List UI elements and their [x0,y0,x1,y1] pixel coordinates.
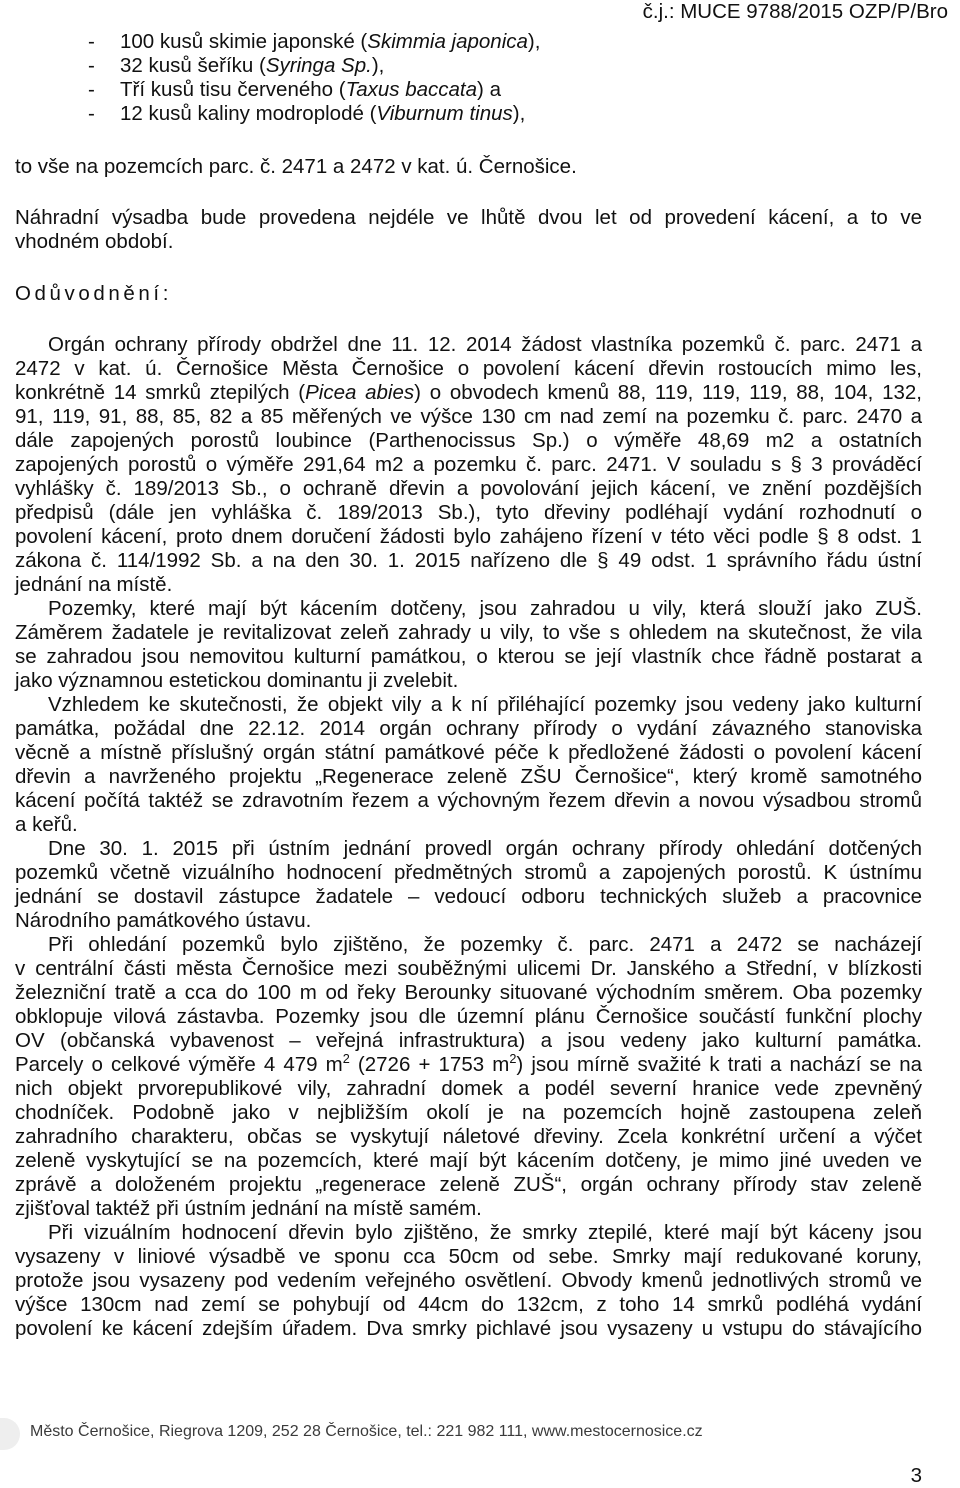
text-run: vysazeny v liniové výsadbě ve sponu cca 50cm od sebe. Smrky mají redukované koruny, [15,1245,922,1268]
text-run: 12 kusů kaliny modroplodé ( [120,102,377,125]
text-run: zprávě a doloženém projektu „regenerace zeleně ZUŠ“, orgán ochrany přírody stav zeleně [15,1173,922,1196]
text-run: ) a [477,78,501,101]
text-run: zahradního charakteru, občas se vyskytují náletové dřeviny. Zcela konkrétní určení a výčet [15,1125,922,1148]
replacement-planting-paragraph [15,206,922,254]
text-line [15,453,922,477]
footer-address: Město Černošice, Riegrova 1209, 252 28 Černošice, tel.: 221 982 111, www.mestocernosice.cz [30,1423,703,1440]
text-line [15,549,922,573]
text-line [15,230,922,254]
paragraph-heritage [15,693,922,837]
text-run: Při vizuálním hodnocení dřevin bylo zjištěno, že smrky ztepilé, které mají být káceny jsou [48,1221,922,1244]
text-run: povolení ke kácení zdejším úřadem. Dva smrky pichlavé jsou vysazeny u vstupu do stávajícího [15,1317,922,1340]
text-run: vyhlášky č. 189/2013 Sb., o ochraně dřevin a povolování jejich kácení, ve znění pozdějších [15,477,922,500]
text-line [15,957,922,981]
text-line [15,381,922,405]
text-run: nich objekt prvorepublikové vily, zahradní domek a podél severní hranice vede zpevněný [15,1077,922,1100]
text-line [15,621,922,645]
text-line [15,155,922,179]
text-run: ) o obvodech kmenů 88, 119, 119, 119, 88, 104, 132, [414,381,922,404]
text-line [15,693,922,717]
paragraph-hearing [15,837,922,933]
text-line [15,405,922,429]
text-line [15,1101,922,1125]
text-line [15,669,922,693]
text-line [15,525,922,549]
text-run: kácení počítá taktéž se zdravotním řezem a výchovným řezem dřevin a novou výsadbou stromů [15,789,922,812]
text-run: zákona č. 114/1992 Sb. a na den 30. 1. 2015 nařízeno dle § 49 odst. 1 správního řádu ústní [15,549,922,572]
plant-list-item [88,54,848,78]
text-line [15,477,922,501]
text-run: Parcely o celkové výměře 4 479 m [15,1053,343,1076]
text-run: ) jsou mírně svažité k trati a nachází se na [516,1053,922,1076]
text-line [15,1125,922,1149]
text-line [15,1317,922,1341]
superscript: 2 [509,1051,517,1067]
text-run: pozemků včetně vizuálního hodnocení předmětných stromů a zapojených porostů. K ústnímu [15,861,922,884]
text-line [15,981,922,1005]
text-run: předpisů (dále jen vyhláška č. 189/2013 Sb.), tyto dřeviny podléhají vydání rozhodnutí o [15,501,922,524]
text-line [15,429,922,453]
species-name: Picea abies [305,381,415,404]
text-line [15,1293,922,1317]
text-run: Národního památkového ústavu. [15,909,312,932]
paragraph-garden [15,597,922,693]
text-run: jednání se dostavil zástupce žadatele – vedoucí odboru technických služeb a pracovnice [15,885,922,908]
text-run: zapojených porostů o výměře 291,64 m2 a pozemku č. parc. 2471. V souladu s § 3 prováděcí [15,453,922,476]
text-run: zeleně vyskytující se na pozemcích, které mají být kácením dotčeny, je mimo jiné uveden ve [15,1149,922,1172]
text-line [15,1197,922,1221]
text-line [15,885,922,909]
text-run: Tří kusů tisu červeného ( [120,78,346,101]
location-note [15,155,922,179]
text-run: OV (občanská vybavenost – veřejná infrastruktura) a jsou vedeny jako kulturní památka. [15,1029,922,1052]
paragraph-tree-assessment [15,1221,922,1341]
species-name: Syringa Sp. [265,54,372,77]
plant-list-item [88,30,848,54]
text-run: Náhradní výsadba bude provedena nejdéle ve lhůtě dvou let od provedení kácení, a to ve [15,206,922,229]
text-run: zjišťoval taktéž při ústním jednání na místě samém. [15,1197,482,1220]
text-line [15,789,922,813]
text-line [15,933,922,957]
text-run: konkrétně 14 smrků ztepilých ( [15,381,306,404]
text-run: jako významnou estetickou dominantu ji zvelebit. [15,669,459,692]
text-run: Při ohledání pozemků bylo zjištěno, že pozemky č. parc. 2471 a 2472 se nacházejí [48,933,922,956]
text-run: 100 kusů skimie japonské ( [120,30,368,53]
text-line [15,1245,922,1269]
reference-number: č.j.: MUCE 9788/2015 OZP/P/Bro [642,0,948,23]
text-run: věcně a místně příslušný orgán státní památkové péče k předložené žádosti o povolení kácení [15,741,922,764]
superscript: 2 [342,1051,350,1067]
text-run: dále zapojených porostů loubince (Parthenocissus Sp.) o výměře 48,69 m2 a ostatních [15,429,922,452]
text-line [15,1029,922,1053]
species-name: Skimmia japonica [367,30,528,53]
text-run: (2726 + 1753 m [349,1053,510,1076]
text-run: chodníček. Podobně jako v nejbližším okolí je na pozemcích hojně zastoupena zeleň [15,1101,922,1124]
text-run: 2472 v kat. ú. Černošice Města Černošice o povolení kácení dřevin rostoucích mimo les, [15,357,922,380]
text-run: vhodném období. [15,230,174,253]
text-line [15,837,922,861]
text-line [15,597,922,621]
text-run: 32 kusů šeříku ( [120,54,266,77]
species-name: Taxus baccata [345,78,478,101]
text-run: jednání na místě. [15,573,173,596]
paragraph-application [15,333,922,597]
species-name: Viburnum tinus [376,102,513,125]
plant-list [88,30,848,126]
text-run: 91, 119, 91, 88, 85, 82 a 85 měřených ve výšce 130 cm nad zemí na pozemku č. parc. 2470 a [15,405,922,428]
text-line [15,1149,922,1173]
text-line [15,206,922,230]
text-line [15,1173,922,1197]
text-run: povolení kácení, proto dnem doručení žádosti bylo zahájeno řízení v této věci podle § 8 odst. 1 [15,525,922,548]
plant-list-item [88,78,848,102]
text-run: ), [527,30,541,53]
text-run: protože jsou vysazeny pod vedením veřejného osvětlení. Obvody kmenů jednotlivých stromů ve [15,1269,922,1292]
list-bullet: - [88,30,95,53]
text-run: to vše na pozemcích parc. č. 2471 a 2472 v kat. ú. Černošice. [15,155,577,178]
text-line [15,741,922,765]
text-run: výšce 130cm nad zemí se pohybují od 44cm do 132cm, z toho 14 smrků podléhá vydání [15,1293,922,1316]
text-run: a keřů. [15,813,78,836]
text-line [15,645,922,669]
text-line [15,1005,922,1029]
text-run: ), [512,102,526,125]
text-run: Záměrem žadatele je revitalizovat zeleň zahrady u vily, to vše s ohledem na skutečnost, že vila [15,621,922,644]
text-line [15,813,922,837]
text-line [15,501,922,525]
reasoning-section [15,333,922,1341]
text-run: železniční tratě a cca do 100 m od řeky Berounky situované východním směrem. Oba pozemky [15,981,922,1004]
page-number: 3 [910,1464,922,1487]
text-run: Vzhledem ke skutečnosti, že objekt vily a k ní přiléhající pozemky jsou vedeny jako kulturní [48,693,922,716]
text-line [15,909,922,933]
text-line [15,333,922,357]
paragraph-site-inspection [15,933,922,1221]
list-bullet: - [88,78,95,101]
text-line [15,717,922,741]
text-run: Orgán ochrany přírody obdržel dne 11. 12. 2014 žádost vlastníka pozemků č. parc. 2471 a [48,333,922,356]
text-run: ), [371,54,385,77]
text-line [15,1221,922,1245]
reasoning-heading: Odůvodnění: [15,282,172,305]
text-run: v centrální části města Černošice mezi souběžnými ulicemi Dr. Janského a Střední, v blízkosti [15,957,922,980]
text-line [15,1077,922,1101]
footer-logo-mark [0,1418,20,1450]
text-line [15,1053,922,1077]
text-line [15,1269,922,1293]
text-run: Dne 30. 1. 2015 při ústním jednání provedl orgán ochrany přírody ohledání dotčených [48,837,922,860]
list-bullet: - [88,54,95,77]
text-run: obklopuje vilová zástavba. Pozemky jsou dle územní plánu Černošice součástí funkční plochy [15,1005,922,1028]
text-run: se zahradou jsou nemovitou kulturní památkou, o kterou se její vlastník chce řádně postarat a [15,645,922,668]
text-line [15,765,922,789]
list-bullet: - [88,102,95,125]
text-line [15,357,922,381]
text-run: památka, požádal dne 22.12. 2014 orgán ochrany přírody o vydání závazného stanoviska [15,717,922,740]
text-line [15,573,922,597]
text-run: Pozemky, které mají být kácením dotčeny, jsou zahradou u vily, která slouží jako ZUŠ. [48,597,922,620]
text-line [15,861,922,885]
text-run: dřevin a navrženého projektu „Regenerace zeleně ZŠU Černošice“, který kromě samotného [15,765,922,788]
plant-list-item [88,102,848,126]
